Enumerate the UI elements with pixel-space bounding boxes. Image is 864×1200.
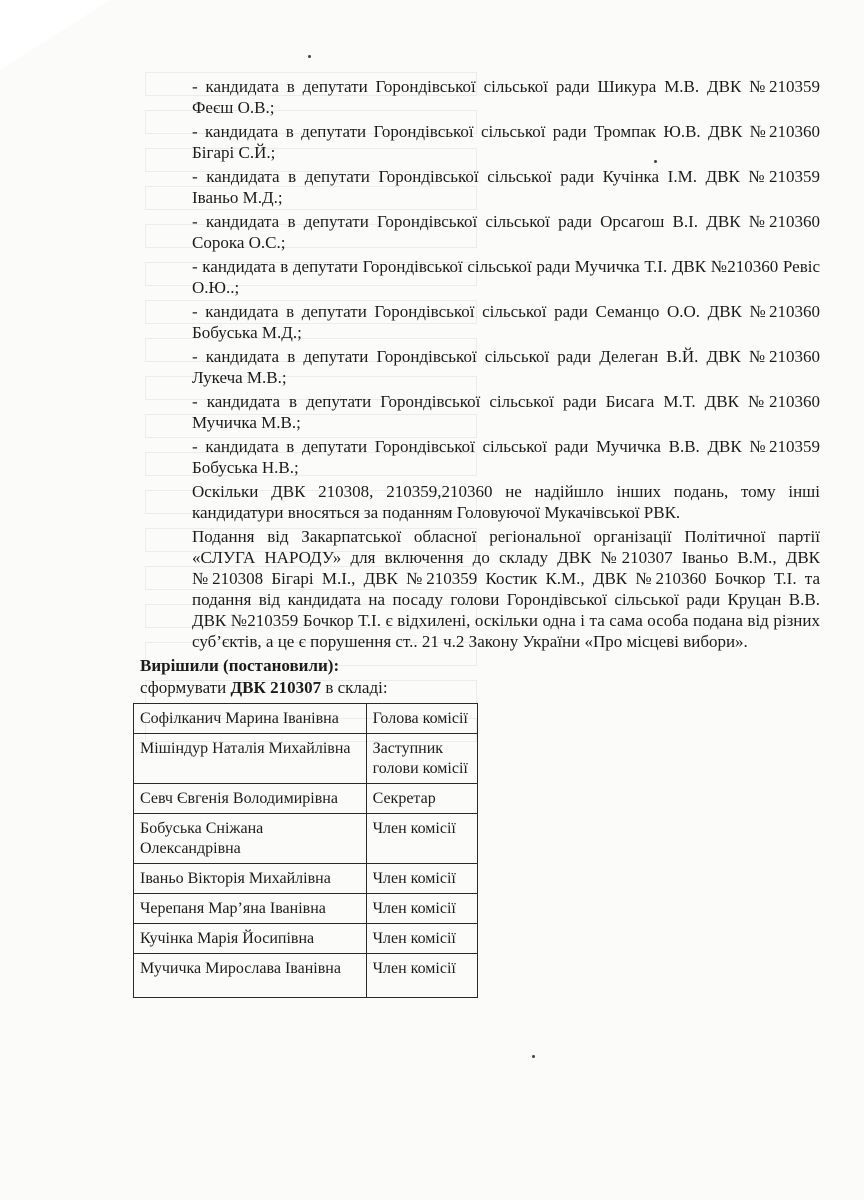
candidate-list	[140, 76, 820, 478]
candidate-item: - кандидата в депутати Горондівської сільської ради Семанцо О.О. ДВК №210360 Бобуська М.Д.;	[192, 302, 820, 342]
table-row	[134, 954, 478, 998]
candidate-item: - кандидата в депутати Горондівської сільської ради Мучичка В.В. ДВК №210359 Бобуська Н.В.;	[192, 437, 820, 477]
member-name: Софілканич Марина Іванівна	[134, 704, 367, 734]
decision-form-line	[140, 677, 820, 699]
member-name: Іваньо Вікторія Михайлівна	[134, 864, 367, 894]
scan-corner	[0, 0, 110, 70]
paragraph-remaining-candidates: Оскільки ДВК 210308, 210359,210360 не надійшло інших подань, тому інші кандидатури вносяться за поданням Головуючої Мукачівської РВК.	[192, 482, 820, 522]
member-role: Член комісії	[366, 864, 477, 894]
member-name: Кучінка Марія Йосипівна	[134, 924, 367, 954]
candidate-item: - кандидата в депутати Горондівської сільської ради Шикура М.В. ДВК №210359 Феєш О.В.;	[192, 77, 820, 117]
candidate-item: - кандидата в депутати Горондівської сільської ради Делеган В.Й. ДВК №210360 Лукеча М.В.;	[192, 347, 820, 387]
scan-speck	[532, 1055, 535, 1058]
member-name: Бобуська Сніжана Олександрівна	[134, 814, 367, 864]
scan-speck	[308, 55, 311, 58]
commission-table	[133, 703, 478, 998]
form-dvk-number: ДВК 210307	[230, 678, 322, 697]
candidate-item: - кандидата в депутати Горондівської сільської ради Орсагош В.І. ДВК №210360 Сорока О.С.;	[192, 212, 820, 252]
table-row	[134, 734, 478, 784]
form-prefix: сформувати	[140, 678, 231, 697]
member-role: Член комісії	[366, 954, 477, 998]
paragraph-rejected-submissions: Подання від Закарпатської обласної регіональної організації Політичної партії «СЛУГА НАРОДУ» для включення до складу ДВК №210307 Іваньо В.М., ДВК №210308 Бігарі М.І., ДВК №210359 Костик К.М., ДВК №210360 Бочкор Т.І. та подання від кандидата на посаду голови Горондівської сільської ради Круцан В.В. ДВК №210359 Бочкор Т.І. є відхилені, оскільки одна і та сама особа подана від різних суб’єктів, а це є порушення ст.. 21 ч.2 Закону України «Про місцеві вибори».	[192, 527, 820, 651]
member-role: Член комісії	[366, 894, 477, 924]
candidate-item: - кандидата в депутати Горондівської сільської ради Мучичка Т.І. ДВК №210360 Ревіс О.Ю..;	[192, 257, 820, 297]
member-role: Секретар	[366, 784, 477, 814]
table-row	[134, 894, 478, 924]
member-name: Черепаня Мар’яна Іванівна	[134, 894, 367, 924]
table-row	[134, 864, 478, 894]
candidate-item: - кандидата в депутати Горондівської сільської ради Тромпак Ю.В. ДВК №210360 Бігарі С.Й.;	[192, 122, 820, 162]
table-row	[134, 814, 478, 864]
candidate-item: - кандидата в депутати Горондівської сільської ради Бисага М.Т. ДВК №210360 Мучичка М.В.;	[192, 392, 820, 432]
form-suffix: в складі:	[321, 678, 388, 697]
document-body	[140, 76, 820, 998]
candidate-item: - кандидата в депутати Горондівської сільської ради Кучінка І.М. ДВК №210359 Іваньо М.Д.;	[192, 167, 820, 207]
table-row	[134, 784, 478, 814]
member-role: Член комісії	[366, 814, 477, 864]
member-name: Севч Євгенія Володимирівна	[134, 784, 367, 814]
member-role: Заступник голови комісії	[366, 734, 477, 784]
member-role: Член комісії	[366, 924, 477, 954]
member-role: Голова комісії	[366, 704, 477, 734]
member-name: Мучичка Мирослава Іванівна	[134, 954, 367, 998]
decision-heading: Вирішили (постановили):	[140, 656, 340, 675]
member-name: Мішіндур Наталія Михайлівна	[134, 734, 367, 784]
table-row	[134, 924, 478, 954]
table-row	[134, 704, 478, 734]
